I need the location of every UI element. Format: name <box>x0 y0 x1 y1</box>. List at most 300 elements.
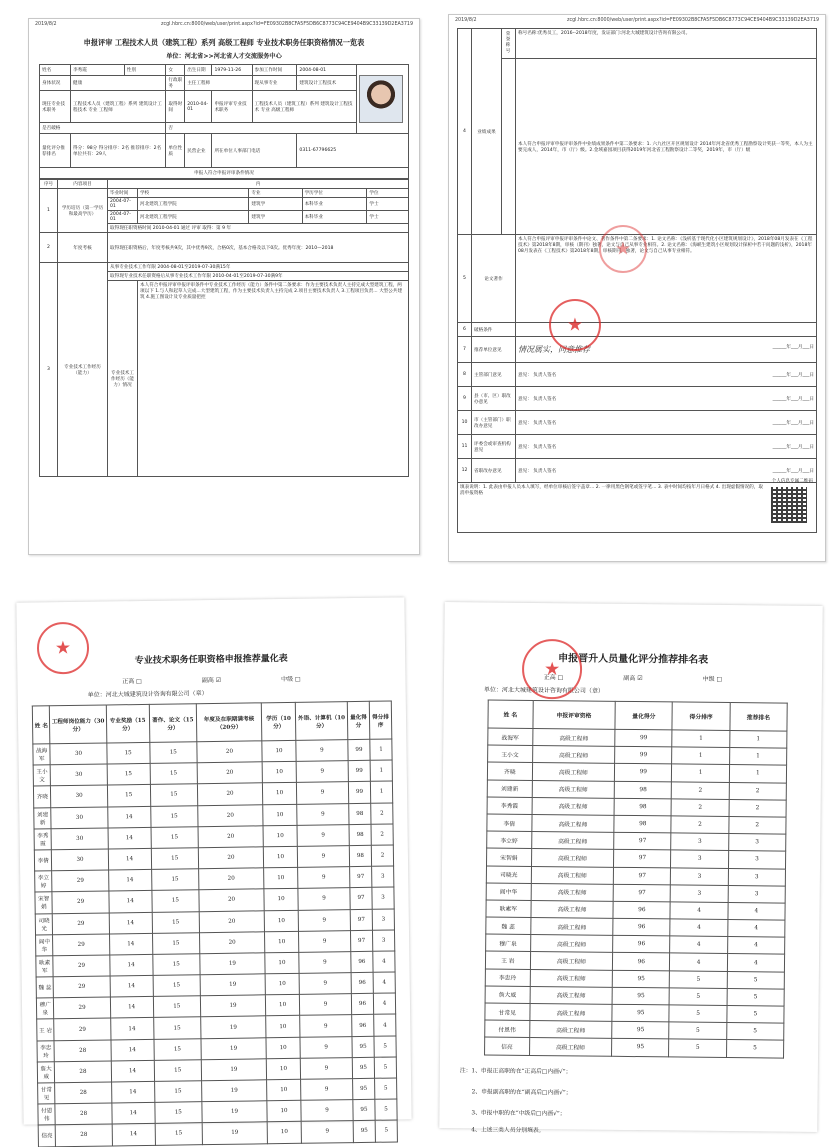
edu-cell: 河北建筑工程学院 <box>138 198 249 211</box>
person-name-cell: 魏 蕊 <box>486 917 531 935</box>
table-cell: 29 <box>54 976 110 998</box>
table-cell: 5 <box>727 971 784 989</box>
table-cell: 4 <box>670 919 727 937</box>
person-name-cell: 王 岩 <box>37 1019 55 1040</box>
health-value: 健康 <box>71 76 166 91</box>
table-cell: 2 <box>371 803 393 824</box>
table-cell: 4 <box>670 936 727 954</box>
table-cell: 98 <box>349 845 371 866</box>
note-3: 3、申报中职的在“中级后□内画√”； <box>471 1109 566 1117</box>
table-cell: 9 <box>298 867 350 889</box>
page4-header-cell: 得分排序 <box>672 702 730 731</box>
quantification-table-page <box>16 597 411 1140</box>
person-name-cell: 付恩伟 <box>38 1104 56 1125</box>
page3-header-cell: 工程师岗位能力（30分） <box>50 705 107 744</box>
page2-table <box>457 28 817 533</box>
page3-header-cell: 年度及在职期满考核（20分） <box>196 703 262 742</box>
edu-cell: 河北建筑工程学院 <box>138 211 249 224</box>
date-line: ______年___月___日 <box>772 345 814 350</box>
table-cell: 15 <box>152 932 200 954</box>
person-name-cell: 战海军 <box>488 728 533 746</box>
table-cell: 99 <box>615 747 672 765</box>
table-cell: 3 <box>671 885 728 903</box>
table-cell: 15 <box>107 785 150 807</box>
ranking-table-page <box>439 602 822 1132</box>
person-name-cell: 王小文 <box>33 765 51 786</box>
person-name-cell: 王 岩 <box>485 951 530 969</box>
table-cell: 高级工程师 <box>530 918 613 936</box>
opinion-row-label: 主管部门意见 <box>472 363 516 387</box>
person-name-cell: 宋智娟 <box>487 848 532 866</box>
table-cell: 4 <box>373 951 395 972</box>
obtain-label: 取得时间 <box>166 91 185 123</box>
table-cell: 3 <box>728 868 785 886</box>
table-cell: 1 <box>729 731 786 749</box>
table-cell: 10 <box>263 846 297 868</box>
page3-header-cell: 著作、论文（15分） <box>149 704 197 743</box>
table-cell: 9 <box>299 930 351 952</box>
person-name-cell: 刘建新 <box>34 807 52 828</box>
company-seal-icon <box>549 299 601 351</box>
table-cell: 3 <box>372 887 394 908</box>
date-line: ______年___月___日 <box>772 420 814 426</box>
table-cell: 9 <box>299 994 351 1016</box>
table-cell: 9 <box>300 1036 352 1058</box>
page4-header-cell: 量化得分 <box>615 701 673 730</box>
table-cell: 10 <box>263 825 297 847</box>
person-name-cell: 魏 蕊 <box>36 977 54 998</box>
table-cell: 10 <box>262 762 296 784</box>
annual-text: 取得现任职资格后，年度考核共9次，其中优秀9次，合格0次，基本合格及以下0次。优秀年度：2010—2018 <box>108 233 409 263</box>
table-cell: 9 <box>296 761 348 783</box>
table-cell: 4 <box>728 902 785 920</box>
table-cell: 9 <box>297 803 349 825</box>
table-cell: 28 <box>55 1082 111 1104</box>
table-cell: 9 <box>299 973 351 995</box>
table-cell: 96 <box>613 936 670 954</box>
table-cell: 5 <box>727 1006 784 1024</box>
table-cell: 2 <box>729 782 786 800</box>
edu-cell: 学士 <box>367 198 409 211</box>
table-cell: 10 <box>266 1016 300 1038</box>
table-cell: 98 <box>349 824 371 845</box>
qr-caption: 个人信息专属二维码 <box>771 479 813 484</box>
sign-person: 负责人签名 <box>533 396 557 402</box>
table-cell: 99 <box>348 739 370 760</box>
score-value: 得分：98分 得分排序：2名 推荐排序：2名 单位共有：29人 <box>71 134 166 168</box>
table-cell: 高级工程师 <box>532 780 615 798</box>
table-cell: 98 <box>349 803 371 824</box>
conditions-header: 申报人符合申报评审条件情况 <box>40 168 409 179</box>
note-2: 2、申报副高职的在“副高后□内画√”； <box>471 1088 572 1096</box>
table-cell: 20 <box>198 826 263 848</box>
table-cell: 95 <box>352 1078 374 1099</box>
col-seq: 序号 <box>40 180 58 189</box>
sign-person: 负责人签名 <box>533 372 557 378</box>
table-cell: 15 <box>154 1102 202 1124</box>
table-cell: 14 <box>110 1018 153 1040</box>
table-cell: 9 <box>300 1015 352 1037</box>
person-name-cell: 李秀霞 <box>34 829 52 850</box>
table-cell: 15 <box>150 784 198 806</box>
conditions-table <box>39 179 409 477</box>
company-label: 单位性质 <box>166 134 185 168</box>
person-name-cell: 李秀霞 <box>487 797 532 815</box>
form-footnote: 填表说明：1. 此表由申报人员本人填写，经单位审核后签字盖章... 2. 一律用黑色钢笔或签字笔... 3. 表中时间均按年月日格式 4. 出现虚假情况的，取消申报资格 <box>458 483 817 533</box>
table-cell: 14 <box>109 954 152 976</box>
opinion-prefix: 意见： <box>518 396 532 402</box>
option-mid: 中级 □ <box>281 675 301 684</box>
table-cell: 5 <box>669 1022 726 1040</box>
table-cell: 20 <box>197 762 262 784</box>
row-seq-3: 3 <box>40 263 58 477</box>
table-cell: 10 <box>262 740 296 762</box>
table-cell: 5 <box>375 1078 397 1099</box>
table-cell: 4 <box>727 937 784 955</box>
table-cell: 4 <box>670 953 727 971</box>
table-cell: 15 <box>106 742 149 764</box>
table-cell: 5 <box>670 971 727 989</box>
table-cell: 高级工程师 <box>530 969 613 987</box>
table-cell: 15 <box>150 805 198 827</box>
person-name-cell: 甘常见 <box>485 1003 530 1021</box>
table-cell: 9 <box>298 909 350 931</box>
table-cell: 1 <box>370 760 392 781</box>
date-line: ______年___月___日 <box>772 444 814 450</box>
admin-label: 行政职务 <box>166 76 185 91</box>
option-vice-senior: 副高 ☑ <box>201 676 222 685</box>
table-cell: 15 <box>149 742 197 764</box>
table-cell: 高级工程师 <box>532 728 615 746</box>
table-cell: 4 <box>727 954 784 972</box>
table-cell: 5 <box>726 1040 783 1058</box>
table-cell: 96 <box>613 918 670 936</box>
table-cell: 95 <box>353 1121 375 1142</box>
table-cell: 4 <box>373 993 395 1014</box>
table-cell: 3 <box>671 850 728 868</box>
table-cell: 20 <box>199 931 264 953</box>
table-cell: 20 <box>199 889 264 911</box>
row-seq-7: 7 <box>458 337 472 363</box>
paper-text: 本人符合申报评审申报评审条件中论文、著作条件中第二条要求：1. 论文名称：《浅析基于现代化小区建筑规划设计》，2018年08月发表在《工程技术》第2018年8期，审核（期刊）独著，论文与自己从事专业相符。2. 论文名称：《海峡生建筑小区规划设计探析中若干问题的浅析》，2018年08月发表在《工程技术》第2018年8期，审核期刊，独著，论文与自己从事专业相符。 <box>516 235 817 323</box>
achievement-label-cell <box>472 29 502 235</box>
ranking-notes <box>439 1065 818 1137</box>
table-cell: 10 <box>266 1058 300 1080</box>
qr-code-icon <box>771 487 807 523</box>
table-cell: 1 <box>729 748 786 766</box>
row-seq-8: 8 <box>458 363 472 387</box>
current-title-value: 工程技术人员（建筑工程）系列 建筑设计工程技术 专业 工程师 <box>71 91 166 123</box>
table-cell: 20 <box>197 741 262 763</box>
table-cell: 15 <box>155 1123 203 1145</box>
opinion-row-label: 省职改办意见 <box>472 459 516 483</box>
table-cell: 29 <box>53 912 109 934</box>
person-name-cell: 李立婷 <box>487 831 532 849</box>
table-cell: 2 <box>671 799 728 817</box>
table-cell: 3 <box>372 866 394 887</box>
table-cell: 1 <box>370 781 392 802</box>
row-seq-1: 1 <box>40 189 58 233</box>
table-cell: 14 <box>112 1103 155 1125</box>
table-cell: 15 <box>153 1017 201 1039</box>
table-cell: 96 <box>351 951 373 972</box>
opinion-prefix: 意见： <box>518 420 532 426</box>
table-cell: 9 <box>297 782 349 804</box>
table-cell: 3 <box>728 834 785 852</box>
table-cell: 15 <box>107 764 150 786</box>
application-form-page-2 <box>448 14 826 562</box>
table-cell: 9 <box>301 1121 353 1143</box>
col-content: 内 <box>108 180 409 189</box>
achievement-text: 本人符合申报评审申报评审条件中业绩成果条件中第二条要求：1. 六九社区开区规划设计 2014年河北省优秀工程勘察设计奖获一等奖，本人为主要完成人，2014年，市（厅）级。2.金域嘉园项目获得2019年河北省工程勘察设计二等奖，2019年，市（厅）级 <box>516 59 817 235</box>
table-cell: 20 <box>197 783 262 805</box>
score-label: 量化评分推荐排名 <box>40 134 71 168</box>
gender-label: 性别 <box>124 65 166 76</box>
table-cell: 15 <box>152 911 200 933</box>
table-cell: 20 <box>199 910 264 932</box>
quant-title: 专业技术职务任职资格申报推荐量化表 <box>134 653 288 667</box>
annual-label: 年度考核 <box>58 233 108 263</box>
person-name-cell: 耿素军 <box>486 900 531 918</box>
table-cell: 5 <box>669 1039 726 1057</box>
table-cell: 高级工程师 <box>529 1003 612 1021</box>
table-cell: 5 <box>727 988 784 1006</box>
table-cell: 29 <box>52 891 108 913</box>
table-cell: 95 <box>612 1039 669 1057</box>
person-name-cell: 李倩 <box>34 850 52 871</box>
table-cell: 2 <box>672 781 729 799</box>
table-cell: 98 <box>614 781 671 799</box>
person-name-cell: 甘常见 <box>38 1083 56 1104</box>
exception-label: 是否破格 <box>40 123 166 134</box>
table-cell: 1 <box>672 764 729 782</box>
opinion-prefix: 意见： <box>518 444 532 450</box>
person-name-cell: 刘建新 <box>487 780 532 798</box>
table-cell: 15 <box>152 890 200 912</box>
company-value: 民营企业 <box>185 134 212 168</box>
print-url: zcgl.hbrc.cn:8000/web/user/print.aspx?id=FE09302B8CFA5F5DB6C8773C94CE9404B9C33139D2EA3719 <box>160 22 413 27</box>
table-cell: 5 <box>374 1036 396 1057</box>
table-cell: 97 <box>614 867 671 885</box>
table-cell: 15 <box>153 996 201 1018</box>
table-cell: 29 <box>54 1018 110 1040</box>
form-unit: 单位：河北省>>河北省人才交流服务中心 <box>166 53 282 60</box>
table-cell: 10 <box>264 889 298 911</box>
quant-unit: 单位：河北大城建筑设计咨询有限公司（章） <box>87 690 208 699</box>
table-cell: 高级工程师 <box>531 814 614 832</box>
edu-cell: 学士 <box>367 211 409 224</box>
table-cell: 19 <box>202 1122 267 1144</box>
table-cell: 19 <box>201 1059 266 1081</box>
row-seq-6: 6 <box>458 323 472 337</box>
table-cell: 高级工程师 <box>529 1038 612 1056</box>
person-name-cell: 穆广泉 <box>486 934 531 952</box>
level-options <box>444 671 822 684</box>
person-name-cell: 王小文 <box>488 745 533 763</box>
table-cell: 99 <box>615 729 672 747</box>
person-name-cell: 詹大威 <box>485 986 530 1004</box>
sign-person: 负责人签名 <box>533 444 557 450</box>
phone-label: 所在单位人事部门电话 <box>212 134 297 168</box>
table-cell: 28 <box>56 1124 112 1146</box>
edu-cell: 建筑学 <box>249 211 302 224</box>
table-cell: 97 <box>350 909 372 930</box>
table-cell: 10 <box>267 1122 301 1144</box>
table-cell: 97 <box>614 850 671 868</box>
opinion-row-label: 县（市、区）职改办意见 <box>472 387 516 411</box>
table-cell: 30 <box>52 849 108 871</box>
edu-cell: 2004-07-01 <box>108 211 138 224</box>
company-seal-icon <box>599 225 647 273</box>
table-cell: 97 <box>349 866 371 887</box>
page3-header-cell: 专业奖励（15分） <box>106 704 149 743</box>
page3-header-cell: 学历（10分） <box>261 702 296 740</box>
print-date: 2019/8/2 <box>35 22 57 27</box>
table-cell: 5 <box>375 1120 397 1141</box>
table-cell: 10 <box>265 952 299 974</box>
table-cell: 19 <box>202 1080 267 1102</box>
work-years-1: 从事专业技术工作年限 2004-08-01至2019-07-30满15年 <box>108 263 409 272</box>
table-cell: 28 <box>55 1103 111 1125</box>
table-cell: 15 <box>154 1081 202 1103</box>
table-cell: 14 <box>109 912 152 934</box>
table-cell: 10 <box>263 804 297 826</box>
table-cell: 30 <box>51 828 107 850</box>
paper-label: 论文著作 <box>472 235 516 323</box>
table-cell: 10 <box>265 931 299 953</box>
table-cell: 20 <box>198 847 263 869</box>
table-cell: 19 <box>202 1101 267 1123</box>
current-title-label: 现任专业技术职务 <box>40 91 71 123</box>
work-date-value: 2004-08-01 <box>297 65 357 76</box>
table-cell: 10 <box>267 1100 301 1122</box>
note-4: 4、上述三类人员分别填表。 <box>471 1126 545 1134</box>
table-cell: 高级工程师 <box>532 746 615 764</box>
work-label: 专业技术工作经历（能力） <box>58 263 108 477</box>
applicant-photo <box>359 75 403 123</box>
table-cell: 10 <box>264 910 298 932</box>
achievement-label: 业绩成果 <box>477 129 496 135</box>
birth-label: 出生日期 <box>185 65 212 76</box>
print-url: zcgl.hbrc.cn:8000/web/user/print.aspx?id=FE09302B8CFA5F5DB6C8773C94CE9404B9C33139D2EA3719 <box>566 18 819 23</box>
table-cell: 14 <box>109 933 152 955</box>
table-cell: 96 <box>613 901 670 919</box>
work-sub-label: 专业技术工作经历（能力）情况 <box>108 281 138 477</box>
company-seal-icon <box>522 639 583 700</box>
table-cell: 30 <box>51 785 107 807</box>
recommend-handwriting: 情况属实，同意推荐 <box>518 345 590 354</box>
table-cell: 15 <box>151 826 199 848</box>
table-cell: 19 <box>201 1037 266 1059</box>
table-cell: 高级工程师 <box>531 866 614 884</box>
table-cell: 9 <box>301 1100 353 1122</box>
table-cell: 高级工程师 <box>531 832 614 850</box>
name-value: 李秀霞 <box>71 65 125 76</box>
opinion-cell <box>516 363 817 387</box>
admin-value: 主任工程师 <box>185 76 252 91</box>
table-cell: 14 <box>112 1124 155 1146</box>
table-cell: 高级工程师 <box>532 763 615 781</box>
table-cell: 20 <box>199 868 264 890</box>
achievement-sub-cell <box>502 59 516 235</box>
row-seq-10: 10 <box>458 411 472 435</box>
name-label: 姓名 <box>40 65 71 76</box>
table-cell: 9 <box>297 846 349 868</box>
table-cell: 9 <box>297 824 349 846</box>
person-name-cell: 司晓光 <box>486 865 531 883</box>
honor-text: 称号名称:优秀员工，2016--2018年度，发证部门:河北大城建筑设计咨询有限公司。 <box>516 29 817 59</box>
table-cell: 95 <box>352 1036 374 1057</box>
current-pro-label: 现从事专业 <box>252 76 297 91</box>
col-item: 内容项目 <box>58 180 108 189</box>
current-pro-value: 建筑设计工程技术 <box>297 76 357 91</box>
table-cell: 4 <box>373 972 395 993</box>
work-years-2: 取得现专业技术任职资格后从事专业技术工作年限 2010-04-01至2019-07-30满9年 <box>108 272 409 281</box>
person-name-cell: 付恩伟 <box>485 1020 530 1038</box>
level-options <box>17 672 405 686</box>
edu-col-school: 学校 <box>138 189 249 198</box>
table-cell: 97 <box>350 888 372 909</box>
edu-cell: 2004-07-01 <box>108 198 138 211</box>
table-cell: 高级工程师 <box>530 935 613 953</box>
print-date: 2019/8/2 <box>455 18 477 23</box>
table-cell: 高级工程师 <box>530 952 613 970</box>
edu-col-title: 学位 <box>367 189 409 198</box>
opinion-row-label: 市（主管部门）职改办意见 <box>472 411 516 435</box>
table-cell: 9 <box>299 951 351 973</box>
table-cell: 高级工程师 <box>531 883 614 901</box>
table-cell: 3 <box>372 908 394 929</box>
edu-col-degree: 学历学位 <box>302 189 367 198</box>
note-1: 注：1、申报正高职的在“正高后□内画√”； <box>459 1067 572 1075</box>
table-cell: 15 <box>154 1060 202 1082</box>
table-cell: 2 <box>729 799 786 817</box>
table-cell: 10 <box>267 1079 301 1101</box>
table-cell: 19 <box>201 1016 266 1038</box>
application-form-page-1 <box>28 18 420 555</box>
table-cell: 15 <box>154 1038 202 1060</box>
table-cell: 96 <box>352 1015 374 1036</box>
person-name-cell: 齐晓 <box>487 762 532 780</box>
edu-note: 取得现任职资格时间 2010-04-01 通过 评审 取得：第 9 年 <box>108 224 409 233</box>
table-cell: 14 <box>108 848 151 870</box>
table-cell: 20 <box>198 804 263 826</box>
table-cell: 95 <box>612 970 669 988</box>
date-line: ______年___月___日 <box>772 468 814 474</box>
table-cell: 97 <box>614 832 671 850</box>
edu-col-date: 毕业时间 <box>108 189 138 198</box>
table-cell: 96 <box>351 972 373 993</box>
edu-cell: 本科毕业 <box>302 211 367 224</box>
edu-col-major: 专业 <box>249 189 302 198</box>
page4-header-cell: 姓 名 <box>488 700 533 728</box>
table-cell: 15 <box>150 763 198 785</box>
table-cell: 95 <box>612 1021 669 1039</box>
table-cell: 10 <box>265 995 299 1017</box>
option-senior: 正高 □ <box>122 677 142 686</box>
photo-cell <box>357 65 409 134</box>
table-cell: 10 <box>265 973 299 995</box>
exception-value: 否 <box>166 123 357 134</box>
table-cell: 14 <box>110 975 153 997</box>
table-cell: 97 <box>613 884 670 902</box>
table-cell: 3 <box>671 867 728 885</box>
ranking-title: 申报晋升人员量化评分推荐排名表 <box>558 653 709 666</box>
table-cell: 9 <box>300 1057 352 1079</box>
table-cell: 96 <box>351 994 373 1015</box>
table-cell: 3 <box>671 833 728 851</box>
form-title: 申报评审 工程技术人员（建筑工程）系列 高级工程师 专业技术职务任职资格情况一览表 <box>83 38 365 47</box>
